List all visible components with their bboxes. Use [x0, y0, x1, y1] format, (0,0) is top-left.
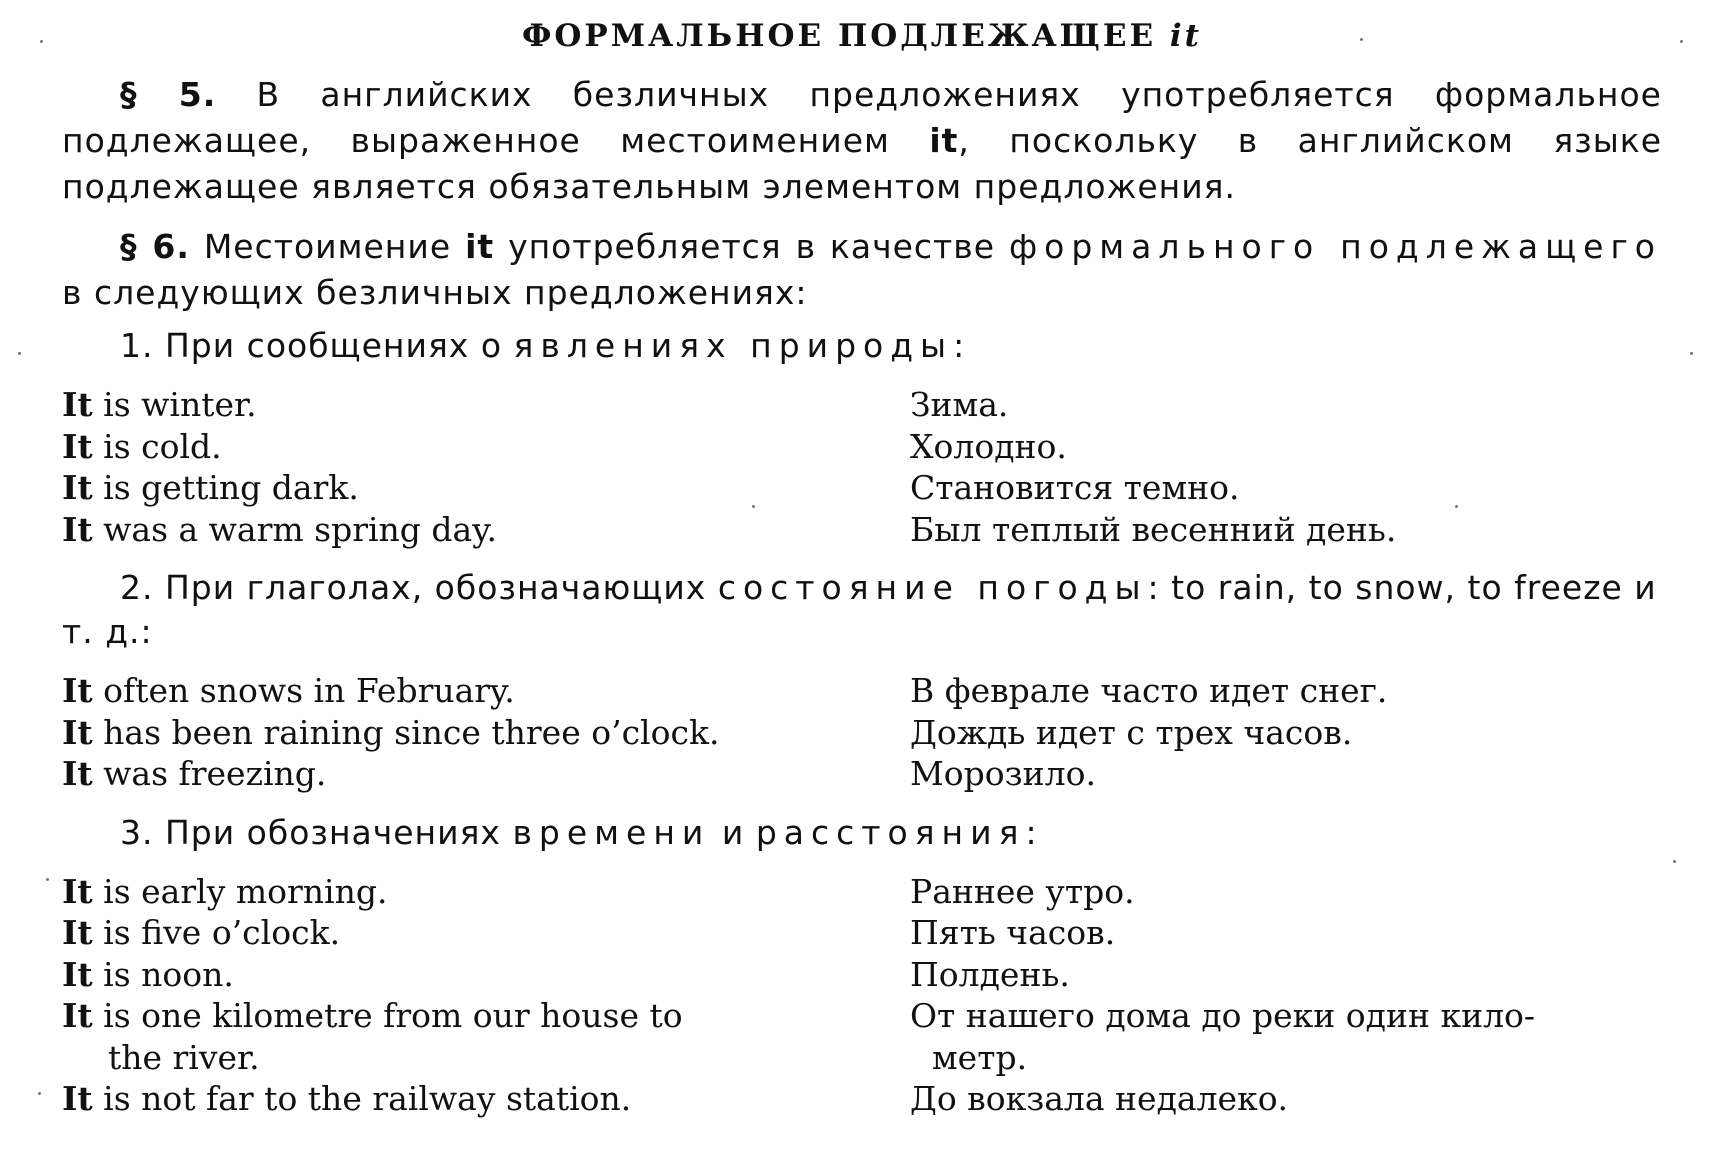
- item-3-suffix: :: [1025, 812, 1038, 852]
- example-english: It was a warm spring day.: [62, 509, 497, 549]
- example-row: [62, 954, 1662, 996]
- page-title: [62, 14, 1662, 58]
- item-1-suffix: :: [953, 326, 966, 365]
- item-1-spaced: явлениях природы: [513, 326, 954, 365]
- section-5-it: it: [929, 121, 959, 160]
- example-russian: Пять часов.: [910, 913, 1116, 952]
- section-6-text-b: употребляется в качестве: [508, 227, 996, 266]
- section-6-number: § 6.: [120, 227, 190, 266]
- example-russian: В феврале часто идет снег.: [910, 671, 1388, 710]
- example-english: It is getting dark.: [62, 468, 359, 507]
- example-row: [62, 912, 1662, 954]
- example-english: It is cold.: [62, 426, 222, 466]
- example-row: [62, 467, 1662, 509]
- item-2-heading: [62, 566, 1662, 654]
- section-6-spaced: формального подлежащего: [1008, 227, 1662, 266]
- item-3-spaced-b: расстояния: [755, 812, 1026, 852]
- item-3-prefix: 3. При обозначениях: [120, 812, 501, 852]
- example-row: [62, 1078, 1662, 1120]
- example-row: [62, 384, 1662, 426]
- example-russian: Был теплый весенний день.: [910, 509, 1397, 549]
- item-3-mid: и: [721, 812, 745, 852]
- section-6-it: it: [465, 227, 495, 266]
- item-2-suffix: : to rain, to snow, to freeze и т. д.:: [62, 568, 1657, 651]
- example-russian: Холодно.: [910, 426, 1067, 466]
- example-english: It often snows in February.: [62, 671, 515, 710]
- example-row: [62, 995, 1662, 1078]
- section-5-text-b: , поскольку в английском языке подлежащее является обязательным элементом предложения.: [62, 121, 1663, 206]
- example-english: It is one kilometre from our house to the river.: [62, 996, 683, 1077]
- example-russian: Зима.: [910, 385, 1009, 424]
- item-2-spaced: состояние погоды: [717, 568, 1148, 607]
- example-russian: Раннее утро.: [910, 871, 1135, 911]
- item-3-heading: [62, 811, 1662, 855]
- example-english: It was freezing.: [62, 754, 327, 793]
- section-5-text-a: В английских безличных предложениях употребляется формальное подлежащее, выраженное местоимением: [62, 75, 1662, 160]
- example-english: It is winter.: [62, 385, 257, 424]
- examples-group-2: [62, 670, 1662, 795]
- title-it: it: [1169, 18, 1203, 54]
- section-6-text-c: в следующих безличных предложениях:: [62, 273, 808, 312]
- example-row: [62, 509, 1662, 551]
- section-6-paragraph: [62, 224, 1662, 316]
- example-russian: Полдень.: [910, 954, 1070, 994]
- example-row: [62, 426, 1662, 468]
- example-russian: Дождь идет с трех часов.: [910, 712, 1353, 752]
- example-russian: От нашего дома до реки один кило- метр.: [910, 996, 1536, 1077]
- example-row: [62, 712, 1662, 754]
- example-row: [62, 753, 1662, 795]
- example-english: It is five o’clock.: [62, 913, 341, 952]
- examples-group-3: [62, 871, 1662, 1120]
- example-row: [62, 871, 1662, 913]
- item-1-heading: [62, 324, 1662, 368]
- title-main: ФОРМАЛЬНОЕ ПОДЛЕЖАЩЕЕ: [521, 18, 1157, 54]
- example-russian: Становится темно.: [910, 468, 1240, 507]
- section-5-number: § 5.: [120, 75, 217, 114]
- textbook-page: [62, 14, 1662, 1136]
- example-russian: Морозило.: [910, 754, 1096, 793]
- item-3-spaced-a: времени: [512, 812, 711, 852]
- section-6-text-a: Местоимение: [203, 227, 452, 266]
- section-5-paragraph: [62, 72, 1662, 210]
- example-row: [62, 670, 1662, 712]
- item-1-prefix: 1. При сообщениях о: [120, 326, 503, 365]
- examples-group-1: [62, 384, 1662, 550]
- example-english: It is noon.: [62, 954, 234, 994]
- item-2-prefix: 2. При глаголах, обозначающих: [120, 568, 707, 607]
- example-english: It is early morning.: [62, 871, 388, 911]
- example-english: It has been raining since three o’clock.: [62, 712, 720, 752]
- example-english: It is not far to the railway station.: [62, 1079, 632, 1118]
- example-russian: До вокзала недалеко.: [910, 1079, 1289, 1118]
